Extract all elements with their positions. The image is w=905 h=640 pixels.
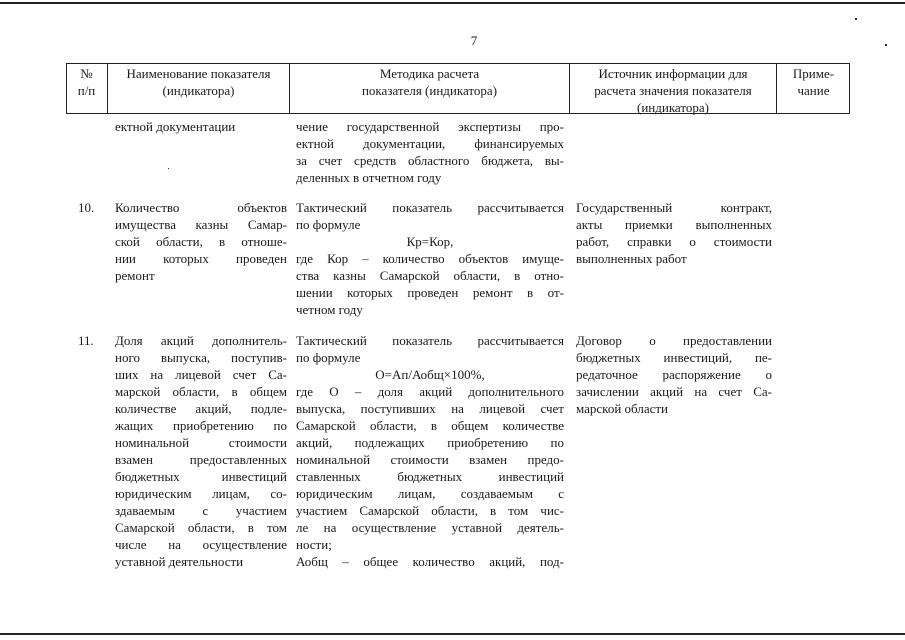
row-continuation-name: ектной документации — [115, 119, 236, 134]
row-11-number: 11. — [78, 333, 94, 348]
header-col-number: № п/п — [66, 63, 108, 114]
row-11-name: Доля акций дополнитель- ного выпуска, поступив- ших на лицевой счет Са- марской области, в общем количестве акций, подле- жащих приобретению по номинальной стоимости взамен предоставленных бюджетных инвестиций юридическим лицам, со- здаваемым с участием Самарской области, в том числе на осуществление уставной деятельности — [115, 333, 287, 569]
scan-speck — [168, 168, 169, 169]
header-col-name: Наименование показателя (индикатора) — [108, 63, 290, 114]
header-col-method: Методика расчета показателя (индикатора) — [290, 63, 570, 114]
row-10-method: Тактический показатель рассчитывается по формуле Кр=Кор, где Кор – количество объектов имуще- ства казны Самарской области, в отно- шении которых проведен ремонт в от- четном году — [296, 200, 564, 317]
page-number: 7 — [470, 33, 478, 48]
row-10-source: Государственный контракт, акты приемки выполненных работ, справки о стоимости выполненных работ — [576, 200, 772, 266]
header-col-source: Источник информации для расчета значения показателя (индикатора) — [570, 63, 777, 114]
row-11-method: Тактический показатель рассчитывается по формуле О=Ап/Аобщ×100%, где О – доля акций дополнительного выпуска, поступивших на лицевой счет Самарской области, в общем количестве акций, подлежащих приобретению по номинальной стоимости взамен предо- ставленных бюджетных инвестиций юридическим лицам, создаваемым с участием Самарской области, в том чис- ле на осуществление уставной деятель- ности; Аобщ – общее количество акций, под- — [296, 333, 564, 569]
row-10-formula: Кр=Кор, — [406, 234, 454, 249]
bottom-border-line — [0, 633, 905, 635]
row-11-formula: О=Ап/Аобщ×100%, — [375, 367, 485, 382]
row-10-number: 10. — [78, 200, 95, 215]
row-continuation-method: чение государственной экспертизы про- ектной документации, финансируемых за счет средств областного бюджета, вы- деленных в отчетном году — [296, 119, 564, 185]
scan-speck — [855, 18, 857, 20]
row-10-name: Количество объектов имущества казны Самар- ской области, в отноше- нии которых проведен ремонт — [115, 200, 287, 283]
header-col-note: Приме- чание — [792, 66, 835, 98]
row-11-source: Договор о предоставлении бюджетных инвестиций, пе- редаточное распоряжение о зачислении акций на счет Са- марской области — [576, 333, 772, 416]
top-border-line — [0, 2, 905, 4]
